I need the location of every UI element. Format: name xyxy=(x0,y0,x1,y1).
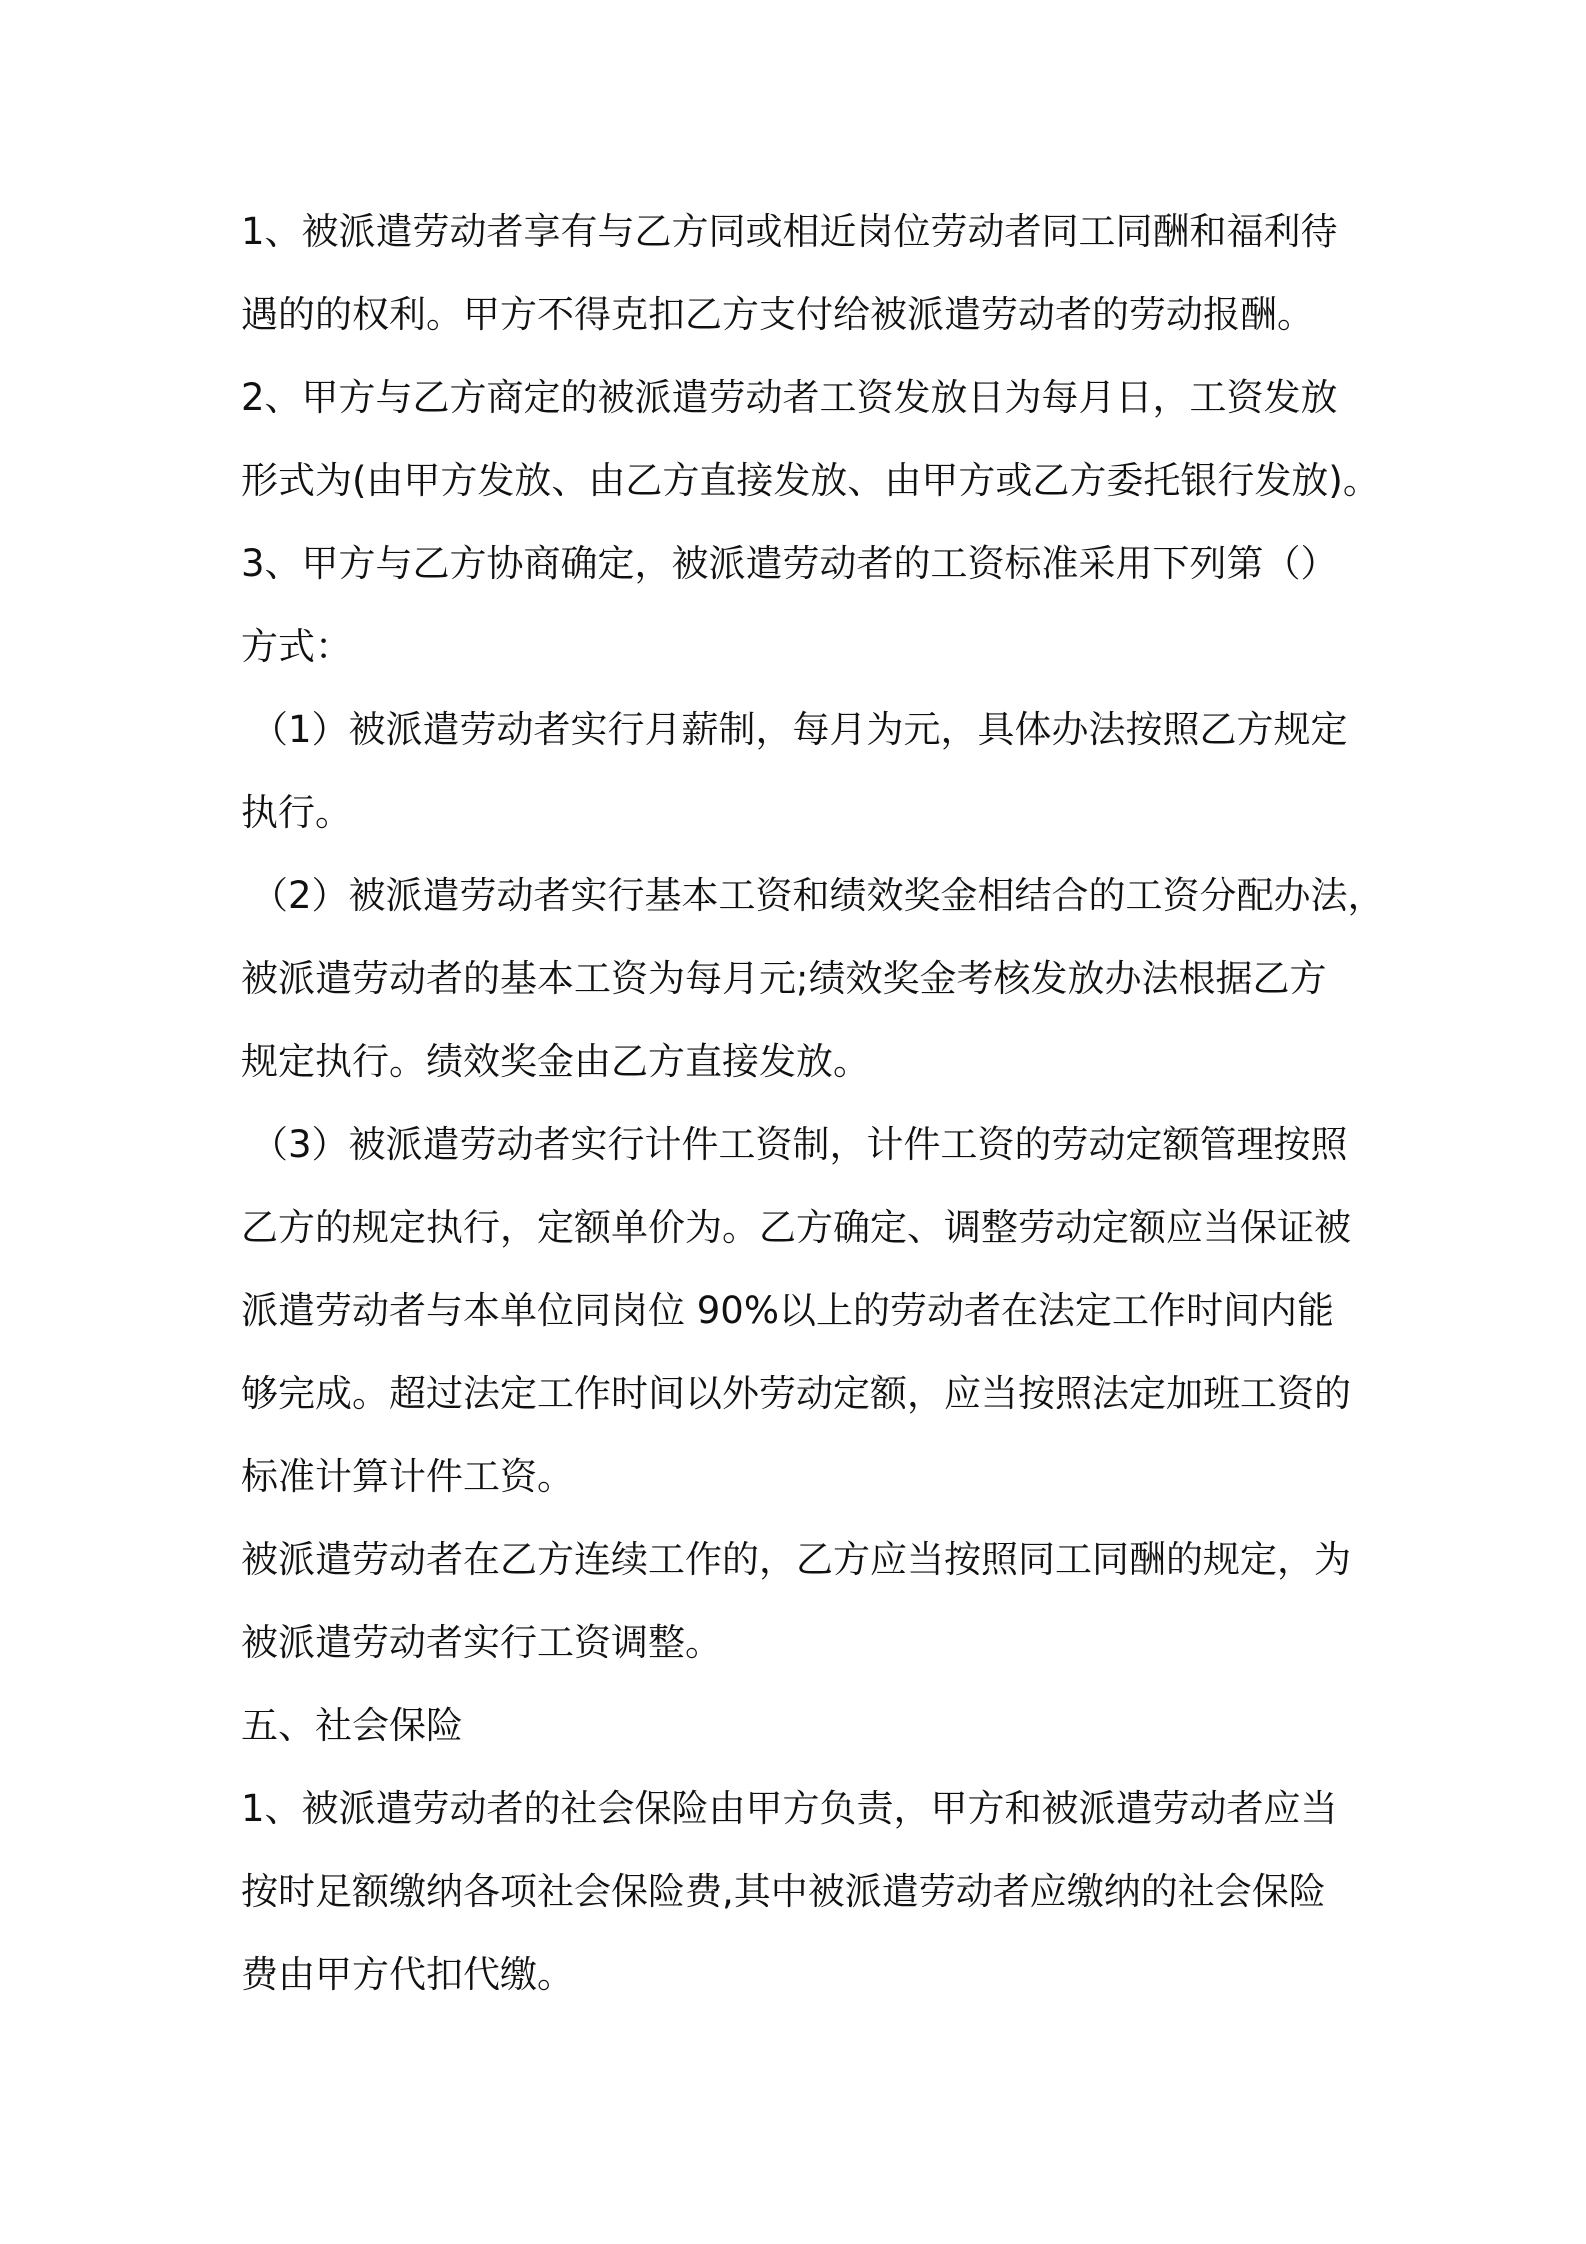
paragraph-5-line-3: 费由甲方代扣代缴。 xyxy=(241,1953,574,1996)
paragraph-3-line-1: 3、甲方与乙方协商确定，被派遣劳动者的工资标准采用下列第（） xyxy=(241,542,1338,585)
section-heading: 五、社会保险 xyxy=(241,1704,463,1747)
item-2-line-2: 被派遣劳动者的基本工资为每月元;绩效奖金考核发放办法根据乙方 xyxy=(241,957,1327,1000)
paragraph-2-line-2: 形式为(由甲方发放、由乙方直接发放、由甲方或乙方委托银行发放)。 xyxy=(241,459,1380,502)
item-3-line-2: 乙方的规定执行，定额单价为。乙方确定、调整劳动定额应当保证被 xyxy=(241,1206,1351,1249)
paragraph-1-line-2: 遇的的权利。甲方不得克扣乙方支付给被派遣劳动者的劳动报酬。 xyxy=(241,293,1314,336)
item-3-line-1: （3）被派遣劳动者实行计件工资制，计件工资的劳动定额管理按照 xyxy=(251,1123,1348,1166)
item-1-line-1: （1）被派遣劳动者实行月薪制，每月为元，具体办法按照乙方规定 xyxy=(251,708,1348,751)
paragraph-3-line-2: 方式： xyxy=(241,625,352,668)
paragraph-4-line-2: 被派遣劳动者实行工资调整。 xyxy=(241,1621,722,1664)
item-2-line-1: （2）被派遣劳动者实行基本工资和绩效奖金相结合的工资分配办法， xyxy=(251,874,1385,917)
paragraph-2-line-1: 2、甲方与乙方商定的被派遣劳动者工资发放日为每月日，工资发放 xyxy=(241,376,1338,419)
item-3-line-3: 派遣劳动者与本单位同岗位 90%以上的劳动者在法定工作时间内能 xyxy=(241,1289,1334,1332)
paragraph-1-line-1: 1、被派遣劳动者享有与乙方同或相近岗位劳动者同工同酬和福利待 xyxy=(241,210,1338,253)
paragraph-5-line-2: 按时足额缴纳各项社会保险费,其中被派遣劳动者应缴纳的社会保险 xyxy=(241,1870,1326,1913)
item-2-line-3: 规定执行。绩效奖金由乙方直接发放。 xyxy=(241,1040,870,1083)
item-3-line-4: 够完成。超过法定工作时间以外劳动定额，应当按照法定加班工资的 xyxy=(241,1372,1351,1415)
paragraph-4-line-1: 被派遣劳动者在乙方连续工作的，乙方应当按照同工同酬的规定，为 xyxy=(241,1538,1351,1581)
item-3-line-5: 标准计算计件工资。 xyxy=(241,1455,574,1498)
paragraph-5-line-1: 1、被派遣劳动者的社会保险由甲方负责，甲方和被派遣劳动者应当 xyxy=(241,1787,1338,1830)
item-1-line-2: 执行。 xyxy=(241,791,352,834)
